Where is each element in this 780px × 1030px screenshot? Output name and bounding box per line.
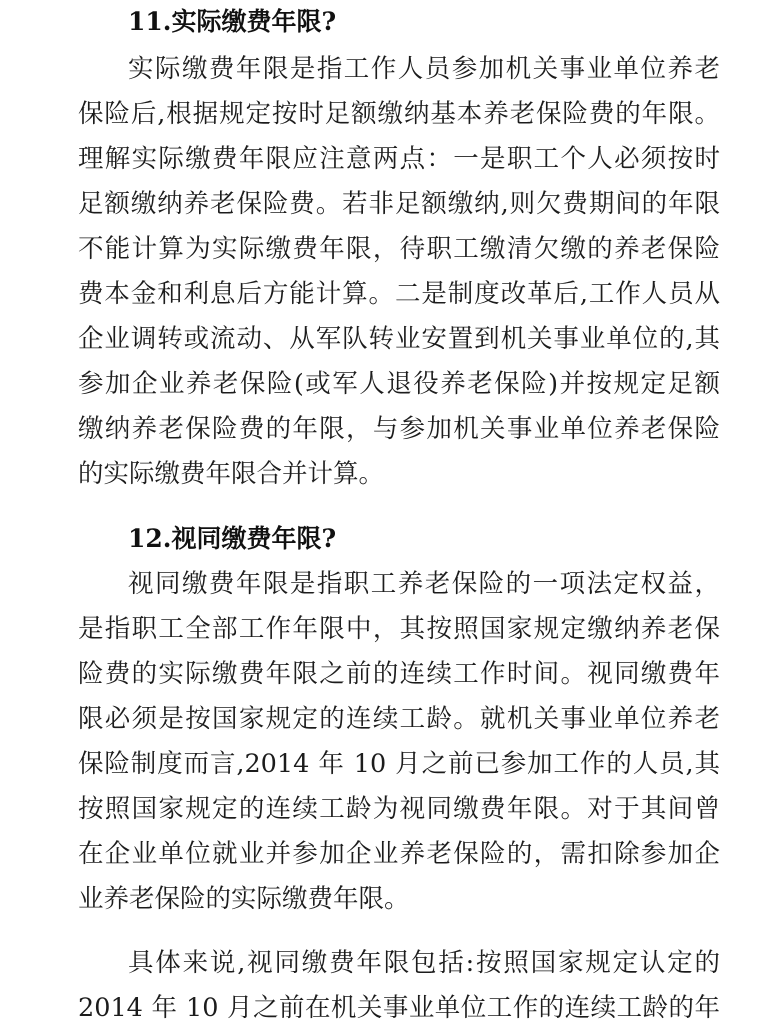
section-heading-11: 11.实际缴费年限?	[128, 7, 337, 36]
paragraph-line: 足额缴纳养老保险费。若非足额缴纳,则欠费期间的年限	[78, 189, 720, 219]
section-heading-12: 12.视同缴费年限?	[128, 524, 337, 553]
paragraph-line: 具体来说,视同缴费年限包括:按照国家规定认定的	[128, 948, 720, 978]
paragraph-line: 实际缴费年限是指工作人员参加机关事业单位养老	[128, 54, 720, 84]
paragraph-line: 2014 年 10 月之前在机关事业单位工作的连续工龄的年	[78, 993, 720, 1023]
paragraph-line: 理解实际缴费年限应注意两点：一是职工个人必须按时	[78, 144, 720, 174]
paragraph-line: 保险后,根据规定按时足额缴纳基本养老保险费的年限。	[78, 99, 720, 129]
paragraph-line: 在企业单位就业并参加企业养老保险的，需扣除参加企	[78, 839, 720, 869]
paragraph-line: 的实际缴费年限合并计算。	[78, 459, 385, 489]
paragraph-line: 是指职工全部工作年限中，其按照国家规定缴纳养老保	[78, 614, 720, 644]
paragraph-line: 业养老保险的实际缴费年限。	[78, 884, 410, 914]
paragraph-line: 费本金和利息后方能计算。二是制度改革后,工作人员从	[78, 279, 720, 309]
paragraph-line: 缴纳养老保险费的年限，与参加机关事业单位养老保险	[78, 414, 720, 444]
paragraph-line: 企业调转或流动、从军队转业安置到机关事业单位的,其	[78, 324, 720, 354]
paragraph-line: 险费的实际缴费年限之前的连续工作时间。视同缴费年	[78, 659, 720, 689]
paragraph-line: 参加企业养老保险(或军人退役养老保险)并按规定足额	[78, 369, 720, 399]
paragraph-line: 不能计算为实际缴费年限，待职工缴清欠缴的养老保险	[78, 234, 720, 264]
paragraph-line: 限必须是按国家规定的连续工龄。就机关事业单位养老	[78, 704, 720, 734]
paragraph-line: 按照国家规定的连续工龄为视同缴费年限。对于其间曾	[78, 794, 720, 824]
paragraph-line: 视同缴费年限是指职工养老保险的一项法定权益，	[128, 569, 720, 599]
paragraph-line: 保险制度而言,2014 年 10 月之前已参加工作的人员,其	[78, 749, 720, 779]
